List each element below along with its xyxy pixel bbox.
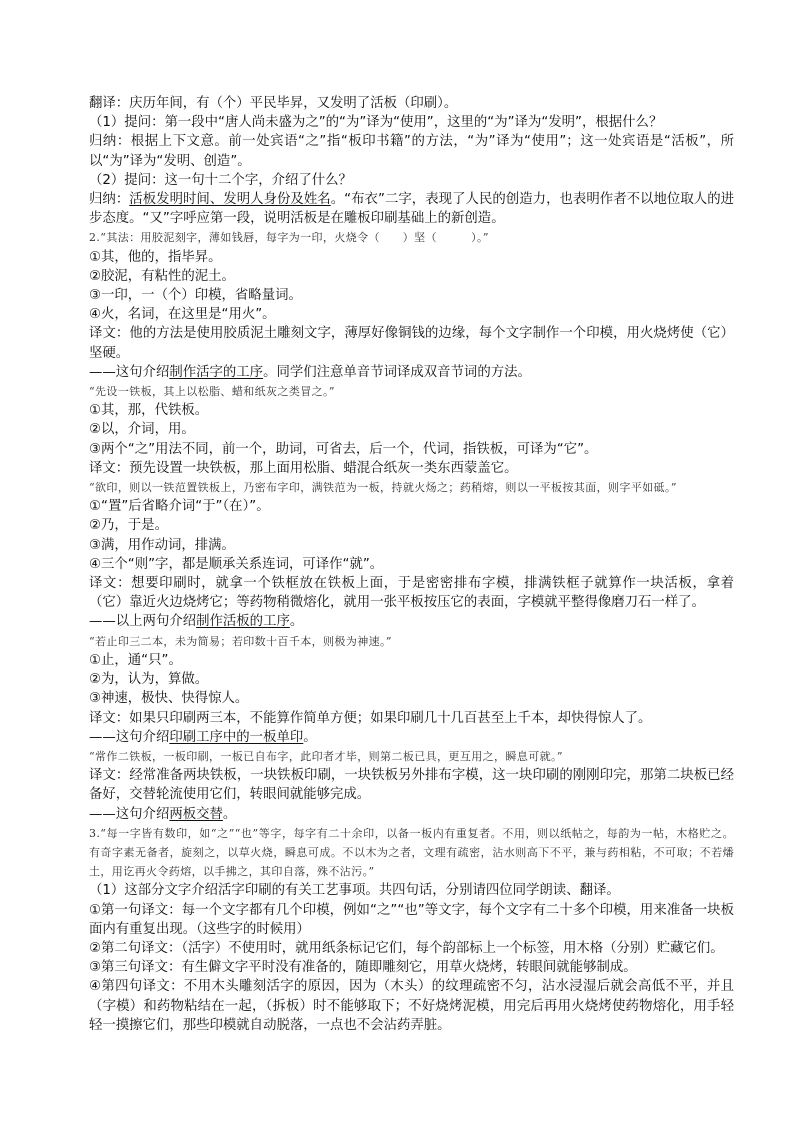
text-line: 翻译：庆历年间，有（个）平民毕昇，又发明了活板（印刷）。: [89, 96, 458, 111]
text-line: ③第三句译文：有生僻文字平时没有准备的，随即雕刻它，用草火烧烤，转眼间就能够制成。: [89, 960, 637, 976]
underlined-phrase: 两板交替: [169, 806, 223, 822]
text-line: ②以，介词，用。: [89, 422, 195, 438]
text-line: ④三个“则”字，都是顺承关系连词，可译作“就”。: [89, 556, 384, 572]
text-line: ②胶泥，有粘性的泥土。: [89, 268, 235, 284]
text-line: 归纳：根据上下文意。前一处宾语“之”指“板印书籍”的方法，“为”译为“使用”；这一处宾语是“活板”，所以“为”译为“发明、创造”。: [89, 134, 734, 169]
underlined-phrase: 制作活字的工序: [169, 364, 264, 380]
text-line: ①止，通“只”。: [89, 652, 182, 668]
text-line: [89, 612, 734, 631]
text-line: ②第二句译文：（活字）不使用时，就用纸条标记它们，每个韵部标上一个标签，用木格（分别）贮藏它们。: [89, 940, 724, 956]
text-line: 译文：经常准备两块铁板，一块铁板印刷，一块铁板另外排布字模，这一块印刷的刚刚印完，那第二块板已经备好，交替轮流使用它们，转眼间就能够完成。: [89, 768, 734, 803]
text-line: 译文：预先设置一块铁板，那上面用松脂、蜡混合纸灰一类东西蒙盖它。: [89, 460, 518, 476]
text-line: ③一印，一（个）印模，省略量词。: [89, 288, 302, 304]
text-segment: ——这句介绍: [89, 729, 170, 745]
quote-line: “若止印三二本，未为简易；若印数十百千本，则极为神速。”: [89, 634, 392, 648]
text-line: ④第四句译文：不用木头雕刻活字的原因，因为（木头）的纹理疏密不匀，沾水浸湿后就会高低不平，并且（字模）和药物粘结在一起，（拆板）时不能够取下；不好烧烤泥模，用完后再用火烧烤使药物熔化，用手轻轻一摸擦它们，那些印模就自动脱落，一点也不会沾药弄脏。: [89, 979, 734, 1033]
text-segment: 归纳：: [89, 192, 130, 208]
text-line: （1）这部分文字介绍活字印刷的有关工艺事项。共四句话，分别请四位同学朗读、翻译。: [89, 883, 620, 899]
text-segment: ——以上两句介绍: [89, 614, 197, 630]
text-line: ③神速，极快、快得惊人。: [89, 691, 249, 707]
text-line: [89, 805, 734, 824]
quote-line: “常作二铁板，一板印刷，一板已自布字，此印者才毕，则第二板已具，更互用之，瞬息可就。”: [89, 749, 563, 763]
text-line: [89, 363, 734, 382]
text-segment: 。同学们注意单音节词译成双音节词的方法。: [263, 364, 531, 380]
text-line: [89, 190, 734, 228]
text-segment: 。: [289, 614, 304, 630]
text-segment: ——这句介绍: [89, 806, 170, 822]
text-line: ③两个“之”用法不同，前一个，助词，可省去，后一个，代词，指铁板，可译为“它”。: [89, 441, 598, 457]
quote-line: 2.“其法：用胶泥刻字，薄如钱唇，每字为一印，火烧令（ ）坚（ ）。”: [89, 231, 489, 245]
quote-line: 3.“每一字皆有数印，如“之”“也”等字，每字有二十余印，以备一板内有重复者。不用，则以纸帖之，每韵为一帖，木格贮之。有奇字素无备者，旋刻之，以草火烧，瞬息可成。不以木为之者，文理有疏密，沾水则高下不平，兼与药相粘，不可取；不若燔土，用讫再火令药熔，以手拂之，其印自落，殊不沾污。”: [89, 826, 734, 879]
text-line: （2）提问：这一句十二个字，介绍了什么？: [89, 172, 352, 188]
text-line: ③满，用作动词，排满。: [89, 537, 235, 553]
text-line: ④火，名词，在这里是“用火”。: [89, 307, 276, 323]
text-line: 译文：如果只印刷两三本，不能算作简单方便；如果印刷几十几百甚至上千本，却快得惊人了。: [89, 710, 652, 726]
text-line: （1）提问：第一段中“唐人尚未盛为之”的“为”译为“使用”，这里的“为”译为“发明”，根据什么？: [89, 115, 663, 131]
text-segment: 。“布衣”二字，表现了人民的创造力，也表明作者不以地位取人的进步态度。“又”字呼应第一段，说明活板是在雕板印刷基础上的新创造。: [89, 192, 735, 227]
text-line: ②乃，于是。: [89, 518, 168, 534]
underlined-phrase: 活板发明时间、发明人身份及姓名: [129, 192, 331, 208]
text-line: ②为，认为，算做。: [89, 672, 209, 688]
underlined-phrase: 印刷工序中的一板单印: [169, 729, 304, 745]
text-line: 译文：想要印刷时，就拿一个铁框放在铁板上面，于是密密排布字模，排满铁框子就算作一块活板，拿着（它）靠近火边烧烤它；等药物稍微熔化，就用一张平板按压它的表面，字模就平整得像磨刀石一样了。: [89, 576, 734, 611]
text-line: 译文：他的方法是使用胶质泥土雕刻文字，薄厚好像铜钱的边缘，每个文字制作一个印模，用火烧烤使（它）坚硬。: [89, 326, 734, 361]
text-line: ①其，那，代铁板。: [89, 403, 209, 419]
text-line: ①第一句译文：每一个文字都有几个印模，例如“之”“也”等文字，每个文字有二十多个印模，用来准备一块板面内有重复出现。（这些字的时候用）: [89, 902, 734, 937]
text-line: ①其，他的，指毕昇。: [89, 249, 222, 265]
text-segment: ——这句介绍: [89, 364, 170, 380]
quote-line: “欲印，则以一铁范置铁板上，乃密布字印，满铁范为一板，持就火炀之；药稍熔，则以一平板按其面，则字平如砥。”: [89, 481, 677, 495]
text-line: ①“置”后省略介词“于”（在）”。: [89, 499, 270, 515]
text-segment: 。: [222, 806, 237, 822]
underlined-phrase: 制作活板的工序: [196, 614, 290, 630]
text-line: [89, 728, 734, 747]
quote-line: “先设一铁板，其上以松脂、蜡和纸灰之类冒之。”: [89, 385, 335, 399]
text-segment: 。: [303, 729, 317, 745]
